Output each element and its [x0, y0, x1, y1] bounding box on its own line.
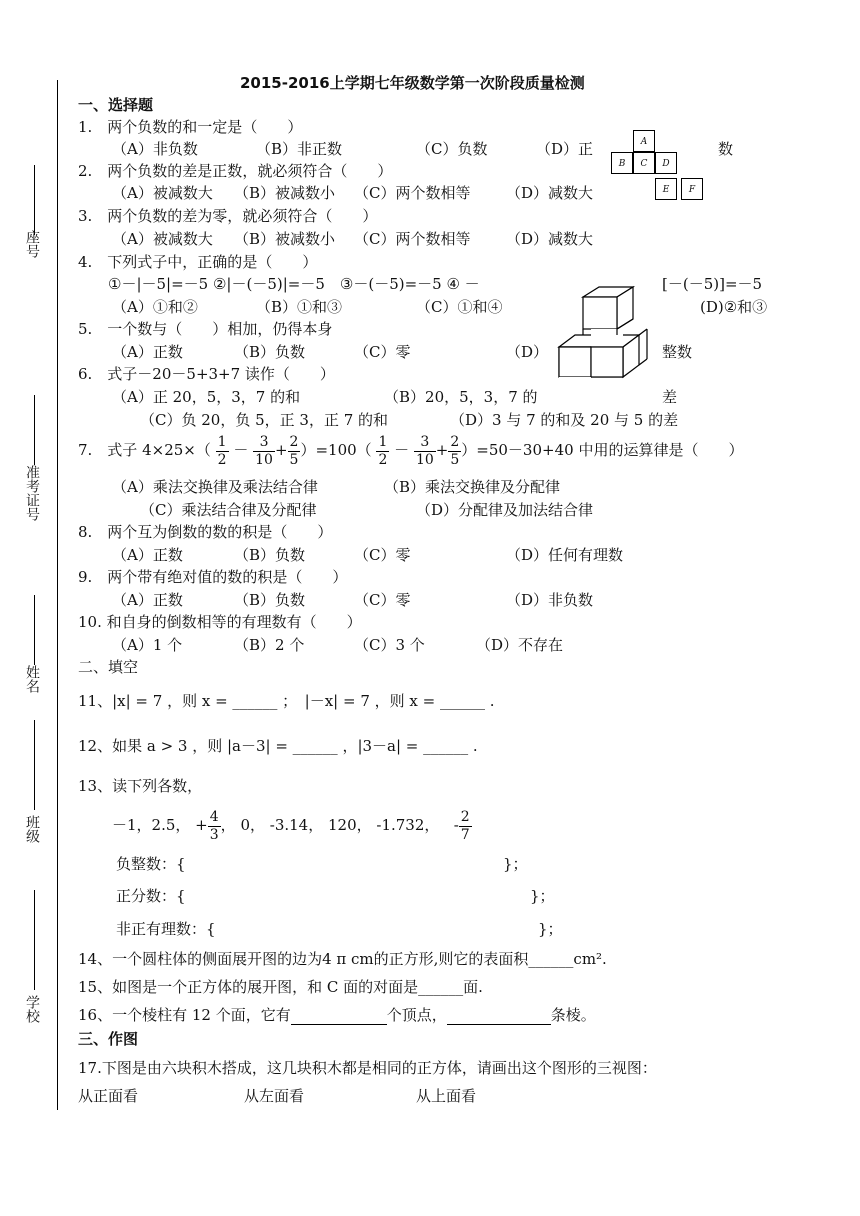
q2-option-c: （C）两个数相等: [354, 184, 471, 202]
q7-option-c: （C）乘法结合律及分配律: [140, 501, 317, 519]
q3-option-a: （A）被减数大: [112, 230, 213, 248]
section-choice: 一、选择题: [78, 96, 154, 114]
exam-id-label: 准考证号: [24, 465, 40, 521]
q9-option-a: （A）正数: [112, 591, 183, 609]
q1-option-a: （A）非负数: [112, 140, 198, 158]
net-face-f: F: [681, 178, 703, 200]
q16-text: [78, 1004, 596, 1025]
q13-stem: 13、读下列各数，: [78, 777, 203, 795]
q1-stem: 1. 两个负数的和一定是（ ）: [78, 118, 303, 136]
q7-fraction-6: $\frac{2}{5}$: [450, 433, 460, 468]
q9-option-c: （C）零: [354, 591, 411, 609]
q7-option-d: （D）分配律及加法结合律: [416, 501, 594, 519]
q6-option-b: （B）20，5，3，7 的: [384, 388, 538, 406]
q13-non-pos-end: }；: [538, 920, 563, 938]
q2-stem: 2. 两个负数的差是正数，就必须符合（ ）: [78, 162, 393, 180]
q10-option-c: （C）3 个: [354, 636, 425, 654]
q7-fraction-5: $\frac{3}{10}$: [415, 433, 434, 468]
q7-stem: [78, 430, 743, 470]
q6-option-b-tail: 差: [662, 388, 678, 406]
q9-stem: 9. 两个带有绝对值的数的积是（ ）: [78, 568, 348, 586]
q13-fraction-2: $\frac{2}{7}$: [460, 808, 470, 843]
q7-text-3: ）=50－30+40 中用的运算律是（ ）: [461, 441, 744, 459]
q7-text-1: 7. 式子 4×25×（: [78, 441, 211, 459]
q15-text: 15、如图是一个正方体的展开图，和 C 面的对面是______面.: [78, 978, 483, 996]
q6-option-c: （C）负 20，负 5，正 3，正 7 的和: [140, 411, 389, 429]
school-label: 学校: [24, 995, 40, 1023]
q13-numbers: [112, 805, 472, 845]
q16-blank-edges[interactable]: [447, 1006, 551, 1025]
class-label: 班级: [24, 815, 40, 843]
q13-neg-int-end: }；: [503, 855, 528, 873]
q7-fraction-1: $\frac{1}{2}$: [217, 433, 227, 468]
q8-option-a: （A）正数: [112, 546, 183, 564]
q3-option-b: （B）被减数小: [234, 230, 336, 248]
q2-option-d: （D）减数大: [506, 184, 594, 202]
q16-pre: 16、一个棱柱有 12 个面，它有: [78, 1006, 291, 1024]
name-label: 姓名: [24, 665, 40, 693]
q16-blank-vertices[interactable]: [291, 1006, 387, 1025]
q14-text: 14、一个圆柱体的侧面展开图的边为4 π cm的正方形,则它的表面积______cm².: [78, 950, 607, 968]
q3-stem: 3. 两个负数的差为零，就必须符合（ ）: [78, 207, 378, 225]
q13-nums-2: ， 0， -3.14， 120， -1.732， -: [220, 816, 459, 834]
q3-option-d: （D）减数大: [506, 230, 594, 248]
q7-minus-1: －: [233, 441, 249, 459]
q8-option-b: （B）负数: [234, 546, 306, 564]
q11-text: 11、|x| = 7 ，则 x = ______ ； |－x| = 7 ，则 x = ______ .: [78, 692, 495, 710]
q1-option-c: （C）负数: [416, 140, 488, 158]
q9-option-d: （D）非负数: [506, 591, 594, 609]
q2-option-a: （A）被减数大: [112, 184, 213, 202]
q5-stem: 5. 一个数与（ ）相加，仍得本身: [78, 320, 333, 338]
q8-option-c: （C）零: [354, 546, 411, 564]
q5-option-d: （D）: [506, 343, 549, 361]
q4-items-tail: [－(－5)]=－5: [662, 275, 763, 293]
q7-option-a: （A）乘法交换律及乘法结合律: [112, 478, 318, 496]
net-face-d: D: [655, 152, 677, 174]
q10-option-d: （D）不存在: [476, 636, 564, 654]
q17-stem: 17.下图是由六块积木搭成，这几块积木都是相同的正方体，请画出这个图形的三视图：: [78, 1059, 657, 1077]
margin-line: [57, 80, 58, 1110]
q10-option-b: （B）2 个: [234, 636, 305, 654]
q16-post: 条棱。: [550, 1006, 596, 1024]
page-title: 2015-2016上学期七年级数学第一次阶段质量检测: [240, 74, 585, 92]
q17-top-view: 从上面看: [416, 1087, 477, 1105]
q7-option-b: （B）乘法交换律及分配律: [384, 478, 561, 496]
net-face-c: C: [633, 152, 655, 174]
q13-pos-frac-end: }；: [530, 887, 555, 905]
q5-option-b: （B）负数: [234, 343, 306, 361]
class-line: [34, 720, 35, 810]
q5-option-c: （C）零: [354, 343, 411, 361]
net-face-b: B: [611, 152, 633, 174]
q10-option-a: （A）1 个: [112, 636, 183, 654]
q16-mid: 个顶点，: [386, 1006, 447, 1024]
q13-non-pos: 非正有理数：{: [116, 920, 216, 938]
q6-stem: 6. 式子－20－5+3+7 读作（ ）: [78, 365, 335, 383]
q9-option-b: （B）负数: [234, 591, 306, 609]
q6-option-a: （A）正 20，5，3，7 的和: [112, 388, 301, 406]
q13-neg-int: 负整数：{: [116, 855, 186, 873]
q4-option-b: （B）①和③: [256, 298, 343, 316]
q13-pos-frac: 正分数：{: [116, 887, 186, 905]
q13-fraction-1: $\frac{4}{3}$: [209, 808, 219, 843]
q4-option-c: （C）①和④: [416, 298, 503, 316]
name-line: [34, 595, 35, 665]
q6-option-d: （D）3 与 7 的和及 20 与 5 的差: [450, 411, 679, 429]
q12-text: 12、如果 a > 3 ，则 |a－3| = ______ ，|3－a| = ______ .: [78, 737, 478, 755]
q7-plus-2: +: [435, 441, 449, 459]
q7-text-2: ）=100（: [300, 441, 372, 459]
q10-stem: 10. 和自身的倒数相等的有理数有（ ）: [78, 613, 362, 631]
q1-option-b: （B）非正数: [256, 140, 343, 158]
section-drawing: 三、作图: [78, 1030, 139, 1048]
q17-front-view: 从正面看: [78, 1087, 139, 1105]
q7-fraction-3: $\frac{2}{5}$: [289, 433, 299, 468]
q4-option-a: （A）①和②: [112, 298, 198, 316]
q4-stem: 4. 下列式子中，正确的是（ ）: [78, 253, 318, 271]
q7-plus-1: +: [274, 441, 288, 459]
section-fill: 二、填空: [78, 658, 139, 676]
q3-option-c: （C）两个数相等: [354, 230, 471, 248]
q7-fraction-4: $\frac{1}{2}$: [378, 433, 388, 468]
seat-label: 座号: [24, 230, 40, 258]
q4-option-d: (D)②和③: [700, 298, 768, 316]
q5-option-d-tail: 整数: [662, 343, 693, 361]
net-face-a: A: [633, 130, 655, 152]
q7-fraction-2: $\frac{3}{10}$: [255, 433, 273, 468]
q17-left-view: 从左面看: [244, 1087, 305, 1105]
school-line: [34, 890, 35, 990]
q2-option-b: （B）被减数小: [234, 184, 336, 202]
q7-minus-2: －: [394, 441, 410, 459]
q1-option-d-tail: 数: [718, 140, 734, 158]
q1-option-d: （D）正: [536, 140, 594, 158]
net-face-e: E: [655, 178, 677, 200]
q5-option-a: （A）正数: [112, 343, 183, 361]
exam-id-line: [34, 395, 35, 465]
q8-stem: 8. 两个互为倒数的数的积是（ ）: [78, 523, 333, 541]
q4-items: ①－|－5|=－5 ②|－(－5)|=－5 ③－(－5)=－5 ④ －: [108, 275, 480, 293]
q13-nums-1: －1，2.5， +: [112, 816, 208, 834]
seat-line: [34, 165, 35, 235]
q8-option-d: （D）任何有理数: [506, 546, 624, 564]
stacked-cubes-figure: [555, 283, 651, 397]
